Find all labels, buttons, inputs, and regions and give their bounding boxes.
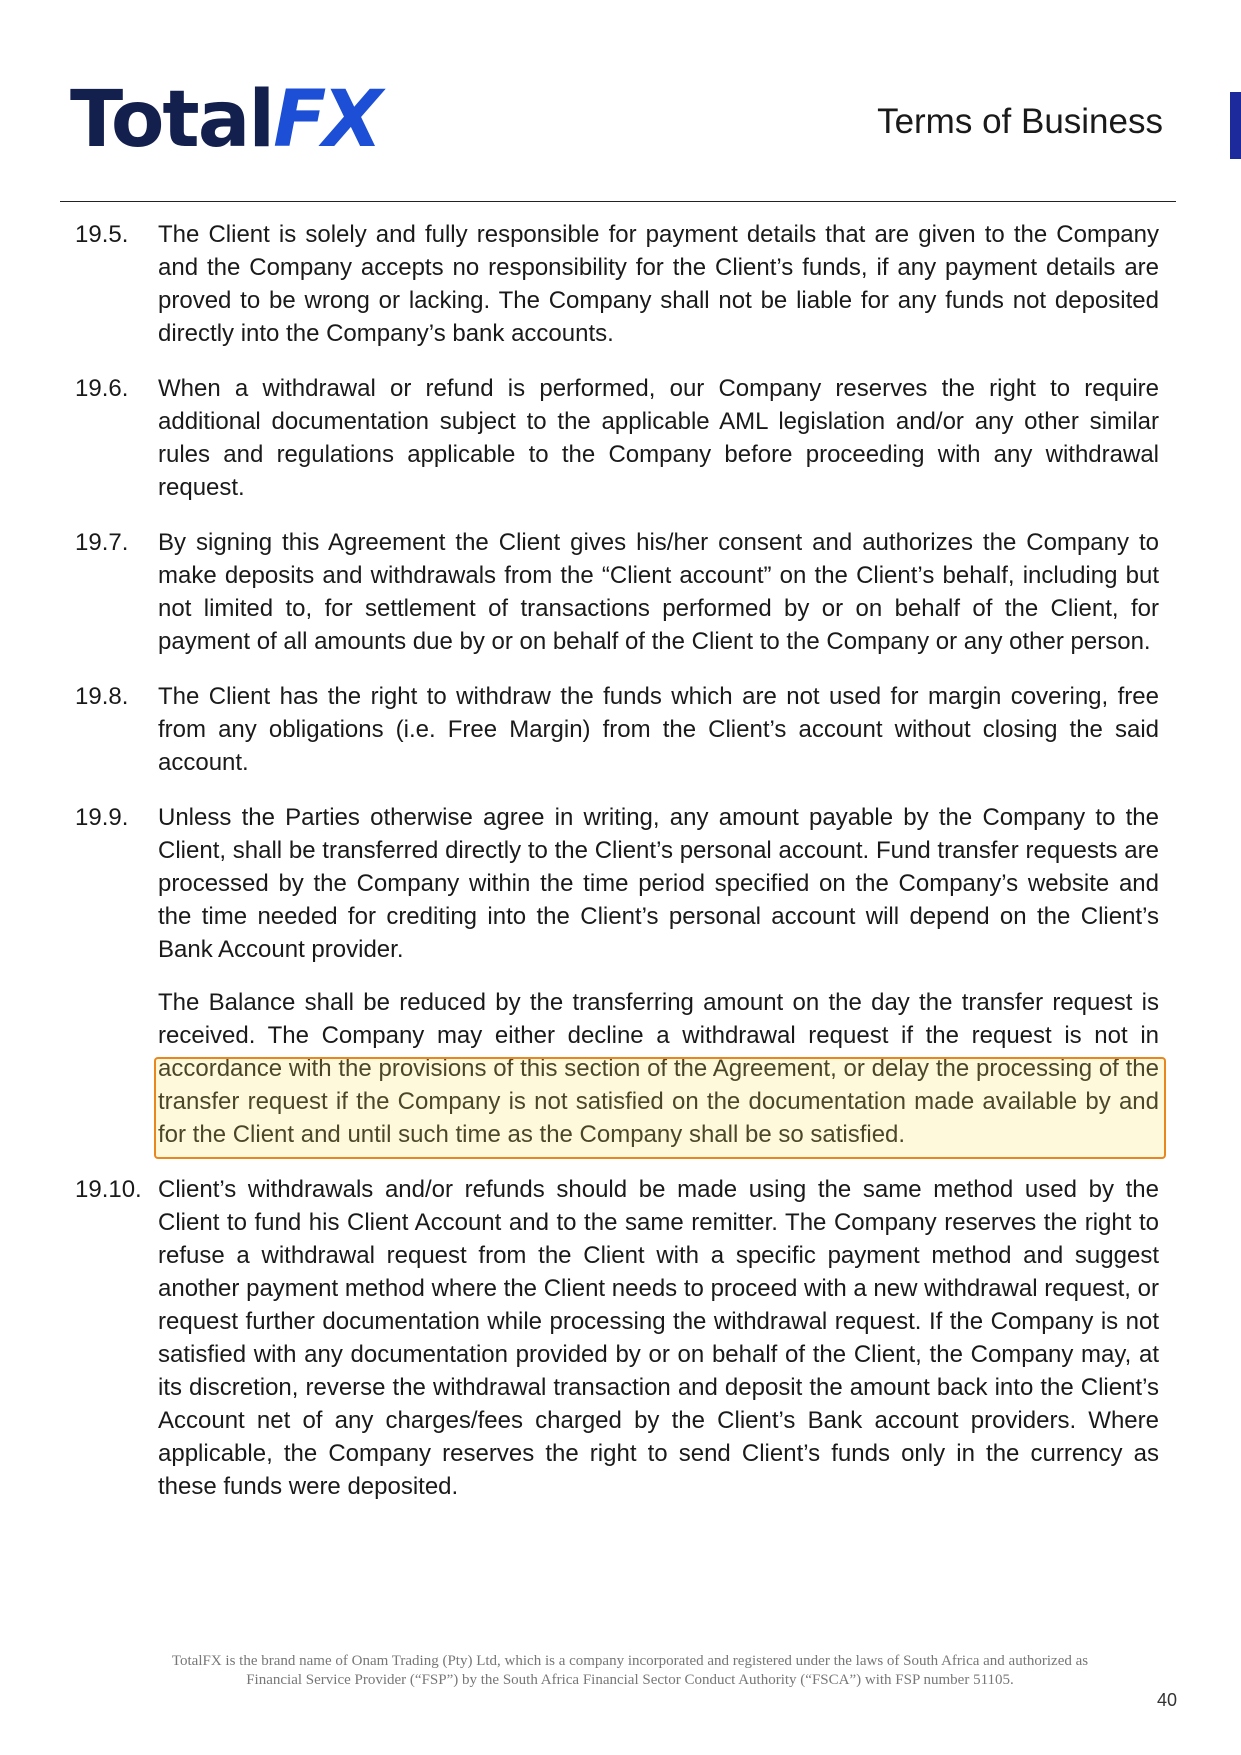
clause-number: 19.9.	[75, 804, 129, 831]
logo-text-fx: FX	[273, 75, 379, 165]
clause-number: 19.8.	[75, 683, 129, 710]
totalfx-logo	[70, 75, 379, 165]
clause-text: The Client is solely and fully responsible for payment details that are given to the Company and the Company accepts no responsibility for the Client’s funds, if any payment details are proved to be wrong or lacking. The Company shall not be liable for any funds not deposited directly into the Company’s bank accounts.	[158, 221, 1159, 347]
side-accent-bar	[1230, 92, 1241, 159]
clause-text: By signing this Agreement the Client gives his/her consent and authorizes the Company to make deposits and withdrawals from the “Client account” on the Client’s behalf, including but not limited to, for settlement of transactions performed by or on behalf of the Client, for payment of all amounts due by or on behalf of the Client to the Company or any other person.	[158, 529, 1159, 655]
clause-number: 19.6.	[75, 375, 129, 402]
footer-line-1: TotalFX is the brand name of Onam Trading (Pty) Ltd, which is a company incorporated and registered under the laws of South Africa and authorized as	[171, 1653, 1089, 1669]
clause-19-7	[0, 526, 1241, 658]
clause-number: 19.10.	[75, 1176, 142, 1203]
clause-19-5	[0, 218, 1241, 350]
header-divider	[60, 201, 1176, 202]
clause-19-8	[0, 680, 1241, 779]
clauses-section	[0, 218, 1241, 1525]
clause-text: Unless the Parties otherwise agree in writing, any amount payable by the Company to the Client, shall be transferred directly to the Client’s personal account. Fund transfer requests are processed by the Company within the time period specified on the Company’s website and the time needed for crediting into the Client’s personal account will depend on the Client’s Bank Account provider.	[158, 804, 1159, 963]
logo-text-total: Total	[70, 75, 274, 165]
clause-text: The Client has the right to withdraw the funds which are not used for margin covering, free from any obligations (i.e. Free Margin) from the Client’s account without closing the said account.	[158, 683, 1159, 776]
clause-19-6	[0, 372, 1241, 504]
footer-line-2: Financial Service Provider (“FSP”) by the South Africa Financial Sector Conduct Authority (“FSCA”) with FSP number 51105.	[246, 1672, 1014, 1688]
footer-disclaimer	[100, 1652, 1160, 1690]
clause-number: 19.5.	[75, 221, 129, 248]
clause-text: When a withdrawal or refund is performed, our Company reserves the right to require additional documentation subject to the applicable AML legislation and/or any other similar rules and regulations applicable to the Company before proceeding with any withdrawal request.	[158, 375, 1159, 501]
clause-19-10	[0, 1173, 1241, 1503]
clause-text-paragraph-2: The Balance shall be reduced by the transferring amount on the day the transfer request is received. The Company may either decline a withdrawal request if the request is not in accordance with the provisions of this section of the Agreement, or delay the processing of the transfer request if the Company is not satisfied on the documentation made available by and for the Client and until such time as the Company shall be so satisfied.	[158, 989, 1159, 1148]
clause-number: 19.7.	[75, 529, 129, 556]
document-title: Terms of Business	[877, 102, 1163, 141]
clause-text: Client’s withdrawals and/or refunds should be made using the same method used by the Client to fund his Client Account and to the same remitter. The Company reserves the right to refuse a withdrawal request from the Client with a specific payment method and suggest another payment method where the Client needs to proceed with a new withdrawal request, or request further documentation while processing the withdrawal request. If the Company is not satisfied with any documentation provided by or on behalf of the Client, the Company may, at its discretion, reverse the withdrawal transaction and deposit the amount back into the Client’s Account net of any charges/fees charged by the Client’s Bank account providers. Where applicable, the Company reserves the right to send Client’s funds only in the currency as these funds were deposited.	[158, 1176, 1159, 1500]
page-number: 40	[1156, 1690, 1177, 1710]
clause-19-9	[0, 801, 1241, 1151]
